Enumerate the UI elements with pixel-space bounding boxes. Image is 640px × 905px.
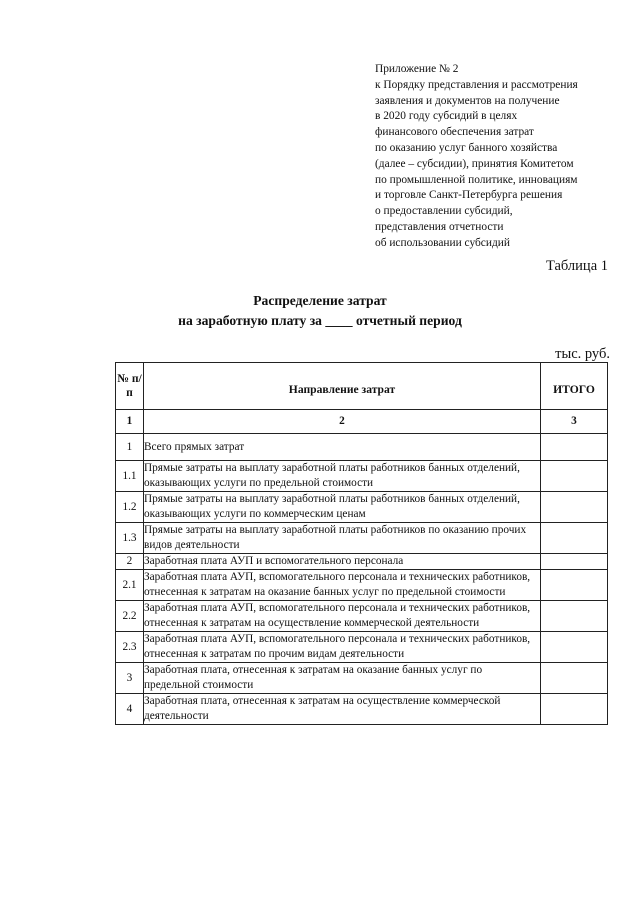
row-total-cell[interactable] xyxy=(541,694,608,725)
row-direction: Заработная плата АУП, вспомогательного персонала и технических работников, отнесенная к затратам на осуществление коммерческой деятельности xyxy=(144,601,541,632)
table-row xyxy=(116,632,608,663)
row-number: 1.2 xyxy=(116,492,144,523)
row-number: 2.3 xyxy=(116,632,144,663)
column-index: 1 xyxy=(116,410,144,434)
header-number: № п/п xyxy=(116,363,144,410)
column-index: 3 xyxy=(541,410,608,434)
header-direction: Направление затрат xyxy=(144,363,541,410)
row-number: 2 xyxy=(116,554,144,570)
appendix-line: Приложение № 2 xyxy=(375,63,459,75)
row-number: 2.1 xyxy=(116,570,144,601)
appendix-line: по оказанию услуг банного хозяйства xyxy=(375,141,558,154)
appendix-line: финансового обеспечения затрат xyxy=(375,126,534,139)
appendix-line: по промышленной политике, инновациям xyxy=(375,173,578,186)
row-direction: Заработная плата, отнесенная к затратам на оказание банных услуг по предельной стоимости xyxy=(144,663,541,694)
table-number-label: Таблица 1 xyxy=(545,258,608,274)
row-total-cell[interactable] xyxy=(541,434,608,461)
row-total-cell[interactable] xyxy=(541,492,608,523)
appendix-line: (далее – субсидии), принятия Комитетом xyxy=(375,157,574,170)
row-number: 2.2 xyxy=(116,601,144,632)
row-total-cell[interactable] xyxy=(541,663,608,694)
appendix-line: заявления и документов на получение xyxy=(375,94,560,107)
appendix-line: к Порядку представления и рассмотрения xyxy=(375,78,578,91)
appendix-note xyxy=(375,62,625,252)
cost-distribution-table xyxy=(115,362,608,725)
units-label: тыс. руб. xyxy=(555,346,610,362)
row-number: 1.1 xyxy=(116,461,144,492)
row-total-cell[interactable] xyxy=(541,523,608,554)
row-number: 3 xyxy=(116,663,144,694)
row-direction: Заработная плата АУП, вспомогательного персонала и технических работников, отнесенная к затратам на оказание банных услуг по предельной стоимости xyxy=(144,570,541,601)
column-index: 2 xyxy=(144,410,541,434)
row-total-cell[interactable] xyxy=(541,601,608,632)
header-total: ИТОГО xyxy=(541,363,608,410)
column-index-row xyxy=(116,410,608,434)
table-row xyxy=(116,570,608,601)
appendix-line: представления отчетности xyxy=(375,220,504,233)
table-row xyxy=(116,492,608,523)
row-direction: Прямые затраты на выплату заработной платы работников банных отделений, оказывающих услуги по предельной стоимости xyxy=(144,461,541,492)
document-subtitle: на заработную плату за ____ отчетный период xyxy=(178,313,462,328)
appendix-line: об использовании субсидий xyxy=(375,236,510,249)
row-total-cell[interactable] xyxy=(541,570,608,601)
table-row xyxy=(116,461,608,492)
row-total-cell[interactable] xyxy=(541,461,608,492)
table-row xyxy=(116,601,608,632)
row-direction: Прямые затраты на выплату заработной платы работников по оказанию прочих видов деятельности xyxy=(144,523,541,554)
table-row xyxy=(116,434,608,461)
row-direction: Прямые затраты на выплату заработной платы работников банных отделений, оказывающих услуги по коммерческим ценам xyxy=(144,492,541,523)
table-row xyxy=(116,554,608,570)
row-direction: Всего прямых затрат xyxy=(144,434,541,461)
row-direction: Заработная плата АУП и вспомогательного персонала xyxy=(144,554,541,570)
table-row xyxy=(116,663,608,694)
row-direction: Заработная плата, отнесенная к затратам на осуществление коммерческой деятельности xyxy=(144,694,541,725)
table-row xyxy=(116,523,608,554)
table-header-row xyxy=(116,363,608,410)
appendix-line: и торговле Санкт-Петербурга решения xyxy=(375,189,563,202)
row-number: 1 xyxy=(116,434,144,461)
appendix-line: в 2020 году субсидий в целях xyxy=(375,110,518,123)
row-total-cell[interactable] xyxy=(541,632,608,663)
row-direction: Заработная плата АУП, вспомогательного персонала и технических работников, отнесенная к затратам по прочим видам деятельности xyxy=(144,632,541,663)
appendix-line: о предоставлении субсидий, xyxy=(375,205,513,218)
row-total-cell[interactable] xyxy=(541,554,608,570)
table-row xyxy=(116,694,608,725)
row-number: 4 xyxy=(116,694,144,725)
document-title: Распределение затрат xyxy=(253,293,387,308)
row-number: 1.3 xyxy=(116,523,144,554)
